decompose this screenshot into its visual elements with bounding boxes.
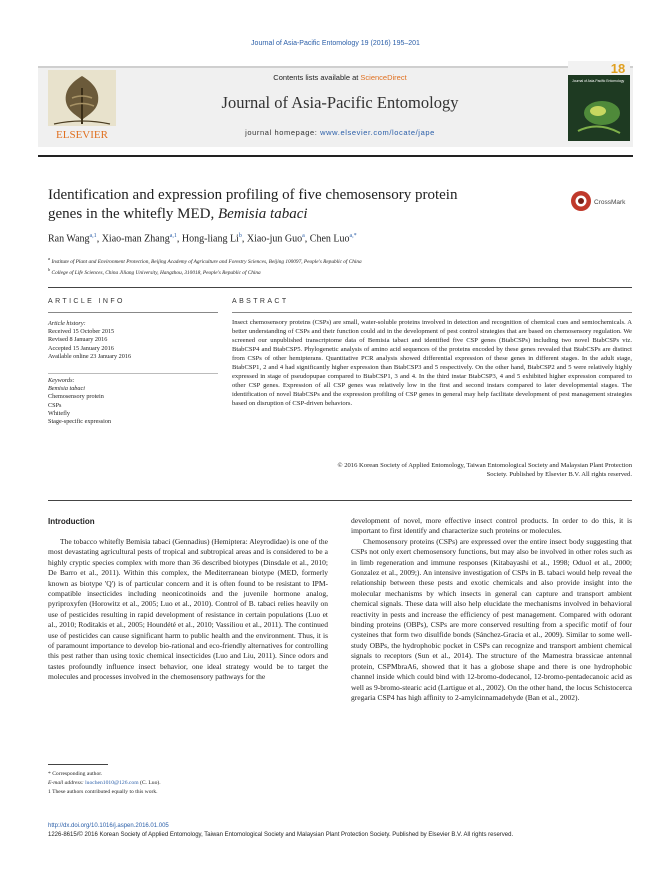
history-entry: Available online 23 January 2016 <box>48 352 132 360</box>
abstract-rule <box>232 312 632 313</box>
keyword: Bemisia tabaci <box>48 385 85 393</box>
abstract-copyright <box>232 461 632 479</box>
author-affiliation-mark[interactable]: a,1 <box>89 233 97 239</box>
footnotes <box>48 770 328 797</box>
keyword: Whitefly <box>48 409 70 417</box>
article-title-line2 <box>48 205 548 224</box>
journal-citation[interactable]: Journal of Asia-Pacific Entomology 19 (2016) 195–201 <box>251 40 420 47</box>
body-column-left <box>48 537 328 683</box>
author-name[interactable]: Xiao-man Zhang <box>101 233 170 245</box>
intro-paragraph-1: The tobacco whitefly Bemisia tabaci (Gennadius) (Hemiptera: Aleyrodidae) is one of the most devastating agricultural pests of tropical and subtropical areas and is considered to be a highly cryptic species complex with more than 36 described biotypes (Dinsdale et al., 2010; De Barro et al., 2011). Within this complex, the Mediterranean biotype (MED, formerly known as biotype 'Q') is of particular concern and it is often found to be resistant to IPM-compatible insecticides including neonicotinoids and the juvenile hormone analog, pyriproxyfen (Horowitz et al., 2005; Luo et al., 2010). Control of B. tabaci relies heavily on use of pesticides resulting in rapid development of resistance in certain populations (Luo et al., 2010; Roditakis et al., 2005; Houndété et al., 2010; Vassiliou et al., 2011). The continued use of pesticides can cause significant harm to public health and the environment. Thus, it is of paramount importance to develop bio-rational and eco-friendly alternatives for controlling this pest rather than using toxic chemical insecticides (Luo and Liu, 2011). Since odors and tastes profoundly influence insect behavior, one ideal strategy would be to target the molecules and processes involved in the chemosensory pathways for the <box>48 537 328 682</box>
abstract-heading: ABSTRACT <box>232 298 289 305</box>
keyword: Stage-specific expression <box>48 418 112 426</box>
author-separator: , <box>176 233 182 245</box>
doi-block <box>48 822 638 840</box>
affiliation-mark: b <box>48 266 51 272</box>
contents-line <box>135 73 545 82</box>
elsevier-wordmark: ELSEVIER <box>56 129 108 141</box>
affiliations <box>48 255 628 277</box>
author-name[interactable]: Chen Luo <box>309 233 350 245</box>
history-label: Article history: <box>48 320 86 327</box>
affiliation <box>48 255 628 266</box>
crossmark-label: CrossMark <box>594 199 626 206</box>
author-affiliation-mark[interactable]: a,1 <box>169 233 177 239</box>
author-list <box>48 233 608 244</box>
keyword: CSPs <box>48 401 62 409</box>
copyright-line2: Society. Published by Elsevier B.V. All rights reserved. <box>486 471 632 478</box>
cover-title: Journal of Asia-Pacific Entomology <box>572 79 625 83</box>
footnote-rule <box>48 764 108 765</box>
journal-title: Journal of Asia-Pacific Entomology <box>221 93 459 112</box>
intro-continuation: development of novel, more effective insect control products. In order to do this, it is important to first identify and characterize such proteins or molecules. <box>351 516 632 536</box>
affiliation-text: Institute of Plant and Environment Protection, Beijing Academy of Agriculture and Forestry Sciences, Beijing 100097, People's Republic of China <box>51 258 362 265</box>
affiliation-text: College of Life Sciences, China Jiliang University, Hangzhou, 310018, People's Republic of China <box>51 269 261 276</box>
keywords-rule <box>48 373 218 374</box>
journal-cover-thumbnail[interactable] <box>568 61 630 141</box>
article-title <box>48 186 548 224</box>
affiliation <box>48 266 628 277</box>
article-info-heading: ARTICLE INFO <box>48 298 125 305</box>
author-name[interactable]: Ran Wang <box>48 233 90 245</box>
elsevier-logo <box>42 68 122 142</box>
email-suffix: (C. Luo). <box>138 780 161 786</box>
history-entry: Revised 8 January 2016 <box>48 336 108 344</box>
body-rule <box>48 500 632 501</box>
crossmark-badge[interactable] <box>570 189 632 213</box>
article-title-species: Bemisia tabaci <box>217 206 308 222</box>
author-affiliation-mark[interactable]: a,* <box>349 233 357 239</box>
cover-number: 18 <box>610 61 626 76</box>
keywords <box>48 377 218 426</box>
homepage-prefix: journal homepage: <box>245 128 321 137</box>
article-title-plain: genes in the whitefly MED, <box>48 206 218 222</box>
keywords-label: Keywords: <box>48 377 75 384</box>
history-entry: Received 15 October 2015 <box>48 328 115 336</box>
doi-link[interactable]: http://dx.doi.org/10.1016/j.aspen.2016.01.005 <box>48 823 169 829</box>
article-history <box>48 320 218 361</box>
email-note <box>48 779 328 788</box>
author-name[interactable]: Xiao-jun Guo <box>246 233 303 245</box>
intro-paragraph-2: Chemosensory proteins (CSPs) are expressed over the entire insect body suggesting that CSPs not only exert chemosensory functions, but may also be involved in other roles such as in limb regeneration and immune responses (Kitabayashi et al., 1998; Oduol et al., 2000; Gonzalez et al., 2009;). An intensive investigation of CSPs in B. tabaci would help reveal the relationship between these pests and exotic chemicals and also provide insight into the molecular mechanisms by which insects in general can capture and transport ambient chemical signals. These data will also help elucidate the mechanisms involved in behavioral reactivity in pests and increase the efficiency of pest management. Compared with odorant binding proteins (OBPs), CSPs are more conserved resulting from a specific motif of four cysteines that form two disulfide bonds (Sánchez-Gracia et al., 2009). Similar to some well-study OBPs, the hydrophobic pocket in CSPs can recognize and transport ambient chemical signals to receptors (Sun et al., 2014). The structure of the Mamestra brassicae antennal protein, CSPMbraA6, showed that it has a globose shape and there is one hydrophobic channel inside which could bind with 12-bromo-dodecanol, 12-bromo-pentadecanoic acid as well as 9-bromo-stearic acid (Lartigue et al., 2002). On the other hand, the locus Schistocerca gregaria CSP4 has high affinity to 2-amylcinnamadehyde (Ban et al., 2002). <box>351 536 632 702</box>
affiliation-mark: a <box>48 256 51 261</box>
body-column-right <box>351 516 632 703</box>
introduction-heading: Introduction <box>48 517 95 526</box>
abstract-text: Insect chemosensory proteins (CSPs) are small, water-soluble proteins involved in detection and recognition of chemical cues and semiochemicals. A better understanding of CSPs and their function could aid in the development of pest control strategies that are based on chemosensory regulation. We screened our unpublished transcriptome data of Bemisia tabaci and identified five CSP genes (BtabCSPs) including two novel BtabCSPs viz. BtabCSP4 and BtabCSP5. Phylogenetic analysis of amino acid sequences of the proteins encoded by these genes revealed that BtabCSPs are distinct from CSPs of other hemipterans. Quantitative PCR analysis showed differential expression of these genes in different stages. In the adult stage, BtabCSP1, 2 and 4 had significantly higher expression than BtabCSP3 and 5 respectively. On the other hand, BtabCSP2 and 5 were relatively highly expressed in stage of pseudopupae compared to BtabCSP1, 3 and 4. In the third instar BtabCSP3, 4 and 5 exhibited higher expression compared to other CSP genes. Expression of all CSP genes was relatively low in the first and second instars compared to later developmental stages. The identification of novel BtabCSPs and the expression profiling of CSP genes in general may help facilitate development of pest management strategies based on disruption of CSP-driven behaviors. <box>232 319 632 407</box>
author-separator: , <box>96 233 102 245</box>
email-link[interactable]: luochen1010@126.com <box>85 780 139 786</box>
author-affiliation-mark[interactable]: b <box>238 233 242 239</box>
copyright-line1: © 2016 Korean Society of Applied Entomology, Taiwan Entomological Society and Malaysian Plant Protection <box>337 462 632 469</box>
email-label: E-mail address: <box>48 780 86 786</box>
author-separator: , <box>241 233 247 245</box>
author-name[interactable]: Hong-liang Li <box>181 233 239 245</box>
corresponding-author-note: * Corresponding author. <box>48 771 103 777</box>
author-affiliation-mark[interactable]: a <box>302 233 305 239</box>
contents-prefix: Contents lists available at <box>273 73 361 82</box>
header-rule <box>38 155 633 157</box>
equal-contribution-note: 1 These authors contributed equally to this work. <box>48 789 158 795</box>
history-entry: Accepted 15 January 2016 <box>48 344 114 352</box>
author-separator: , <box>304 233 310 245</box>
section-rule <box>48 287 632 288</box>
sciencedirect-link[interactable]: ScienceDirect <box>360 73 407 82</box>
keyword: Chemosensory protein <box>48 393 104 401</box>
article-info-rule <box>48 312 218 313</box>
issn-line: 1226-8615/© 2016 Korean Society of Applied Entomology, Taiwan Entomological Society and Malaysian Plant Protection Society. Published by Elsevier B.V. All rights reserved. <box>48 832 514 838</box>
article-title-line1: Identification and expression profiling of five chemosensory protein <box>48 187 458 203</box>
homepage-link[interactable]: www.elsevier.com/locate/jape <box>320 128 435 137</box>
journal-homepage <box>135 128 545 137</box>
